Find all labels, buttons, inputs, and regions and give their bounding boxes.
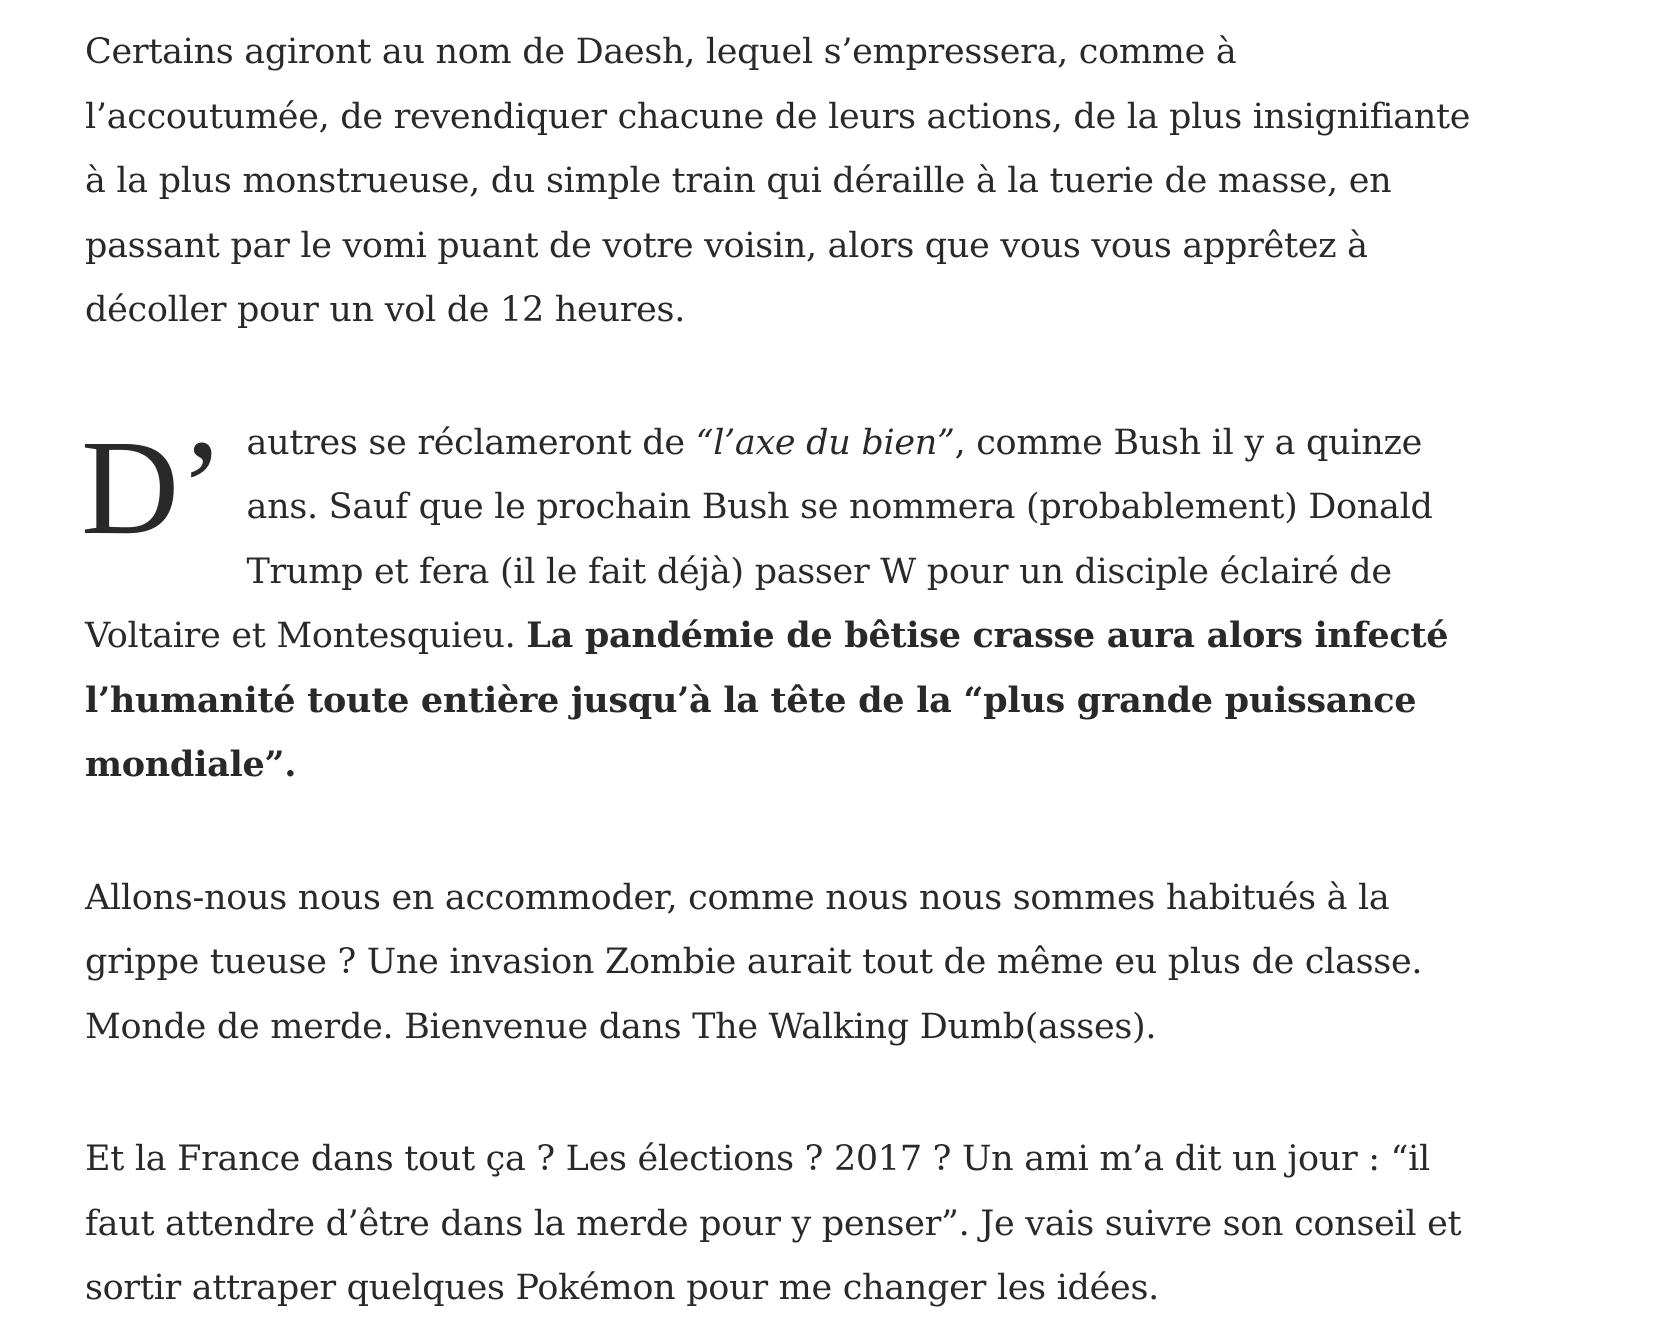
paragraph-4: Et la France dans tout ça ? Les élections ? 2017 ? Un ami m’a dit un jour : “il faut attendre d’être dans la merde pour y penser”. Je vais suivre son conseil et sortir attraper quelques Pokémon pour me changer les idées. xyxy=(85,1139,1462,1308)
paragraph-2-italic-quote: “l’axe du bien” xyxy=(695,422,955,463)
paragraph-2-bold-emphasis: La pandémie de bêtise crasse aura alors infecté l’humanité toute entière jusqu’à la tête de la “plus grande puissance mondiale”. xyxy=(85,615,1449,785)
article-body xyxy=(81,20,1480,1321)
paragraph-3: Allons-nous nous en accommoder, comme nous nous sommes habitués à la grippe tueuse ? Une invasion Zombie aurait tout de même eu plus de classe. Monde de merde. Bienvenue dans The Walking Dumb(asses). xyxy=(85,877,1423,1047)
paragraph-2-text-middle: , comme Bush il y a quinze ans. Sauf que le prochain Bush se nommera (probablement) Donald Trump et fera (il le fait déjà) passer W pour un disciple éclairé de Voltaire et Montesquieu. xyxy=(85,422,1433,656)
paragraph-2-text-start: autres se réclameront de xyxy=(246,422,696,463)
paragraph-1: Certains agiront au nom de Daesh, lequel s’empressera, comme à l’accoutumée, de revendiquer chacune de leurs actions, de la plus insignifiante à la plus monstrueuse, du simple train qui déraille à la tuerie de masse, en passant par le vomi puant de votre voisin, alors que vous vous apprêtez à décoller pour un vol de 12 heures. xyxy=(85,32,1471,330)
paragraph-2 xyxy=(81,411,1480,798)
drop-cap: D’ xyxy=(81,412,225,563)
